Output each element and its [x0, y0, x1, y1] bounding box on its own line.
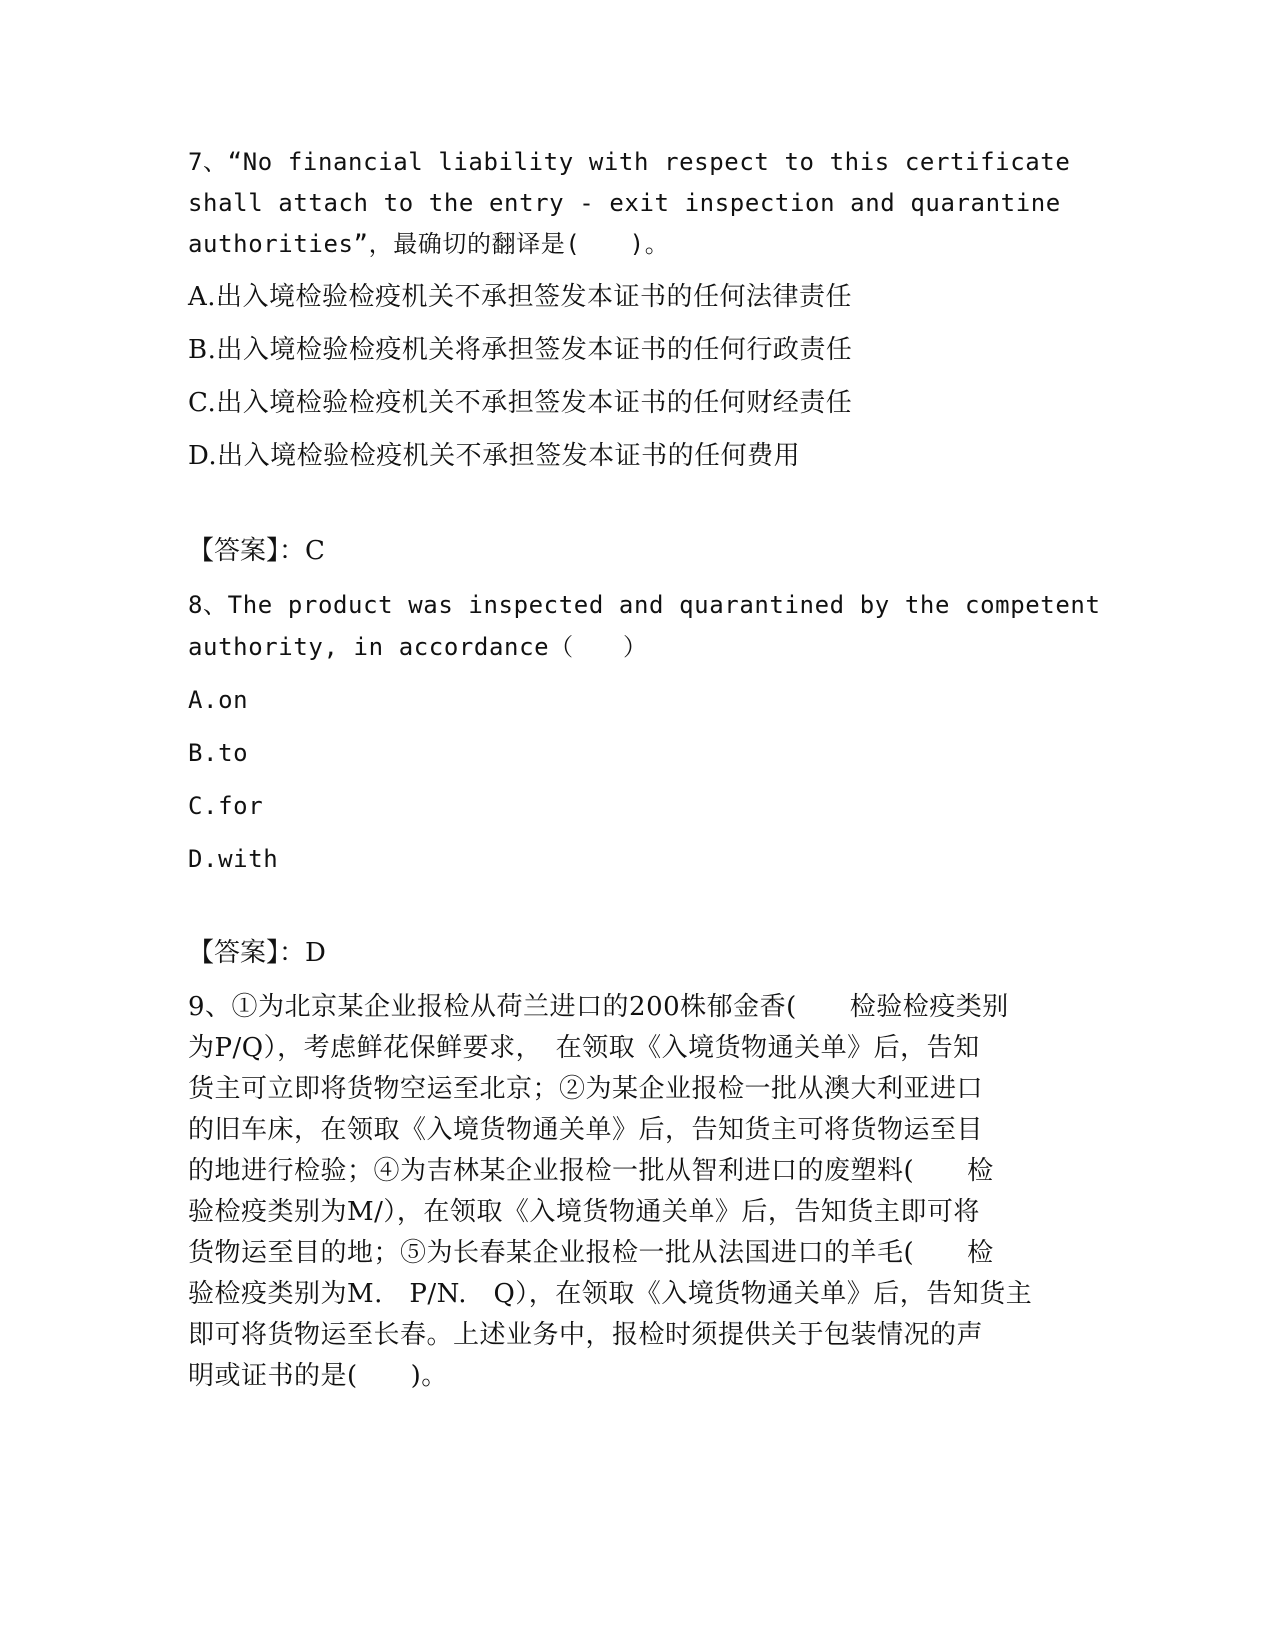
question-8-option-a: A.on: [188, 686, 249, 714]
question-9-line-9: 即可将货物运至长春。上述业务中，报检时须提供关于包装情况的声: [188, 1320, 984, 1350]
question-7-option-c: C.出入境检验检疫机关不承担签发本证书的任何财经责任: [188, 388, 853, 418]
question-8-option-b: B.to: [188, 739, 249, 767]
question-8-line-1: 8、The product was inspected and quarantined by the competent: [188, 591, 1101, 619]
question-7-line-2: shall attach to the entry - exit inspection and quarantine: [188, 189, 1061, 217]
question-9-line-6: 验检疫类别为M/），在领取《入境货物通关单》后，告知货主即可将: [188, 1197, 980, 1227]
question-8-line-2: authority, in accordance（ ）: [188, 633, 648, 661]
question-8-option-d: D.with: [188, 845, 279, 873]
question-9-line-8: 验检疫类别为M. P/N. Q），在领取《入境货物通关单》后，告知货主: [188, 1279, 1033, 1309]
question-7-option-d: D.出入境检验检疫机关不承担签发本证书的任何费用: [188, 441, 801, 471]
question-7-line-3: authorities”，最确切的翻译是( )。: [188, 230, 670, 258]
question-9-line-2: 为P/Q），考虑鲜花保鲜要求， 在领取《入境货物通关单》后，告知: [188, 1033, 980, 1063]
question-9-line-7: 货物运至目的地；⑤为长春某企业报检一批从法国进口的羊毛( 检: [188, 1238, 994, 1268]
question-7-line-1: 7、“No financial liability with respect to this certificate: [188, 148, 1071, 176]
question-9-line-1: 9、①为北京某企业报检从荷兰进口的200株郁金香( 检验检疫类别: [188, 992, 1009, 1022]
question-7-option-a: A.出入境检验检疫机关不承担签发本证书的任何法律责任: [188, 282, 853, 312]
question-8-option-c: C.for: [188, 792, 264, 820]
question-8-answer: 【答案】：D: [188, 938, 326, 968]
question-7-option-b: B.出入境检验检疫机关将承担签发本证书的任何行政责任: [188, 335, 853, 365]
question-9-line-5: 的地进行检验；④为吉林某企业报检一批从智利进口的废塑料( 检: [188, 1156, 994, 1186]
question-7-answer: 【答案】：C: [188, 536, 325, 566]
question-9-line-4: 的旧车床，在领取《入境货物通关单》后，告知货主可将货物运至目: [188, 1115, 984, 1145]
question-9-line-3: 货主可立即将货物空运至北京；②为某企业报检一批从澳大利亚进口: [188, 1074, 984, 1104]
question-9-line-10: 明或证书的是( )。: [188, 1361, 448, 1391]
